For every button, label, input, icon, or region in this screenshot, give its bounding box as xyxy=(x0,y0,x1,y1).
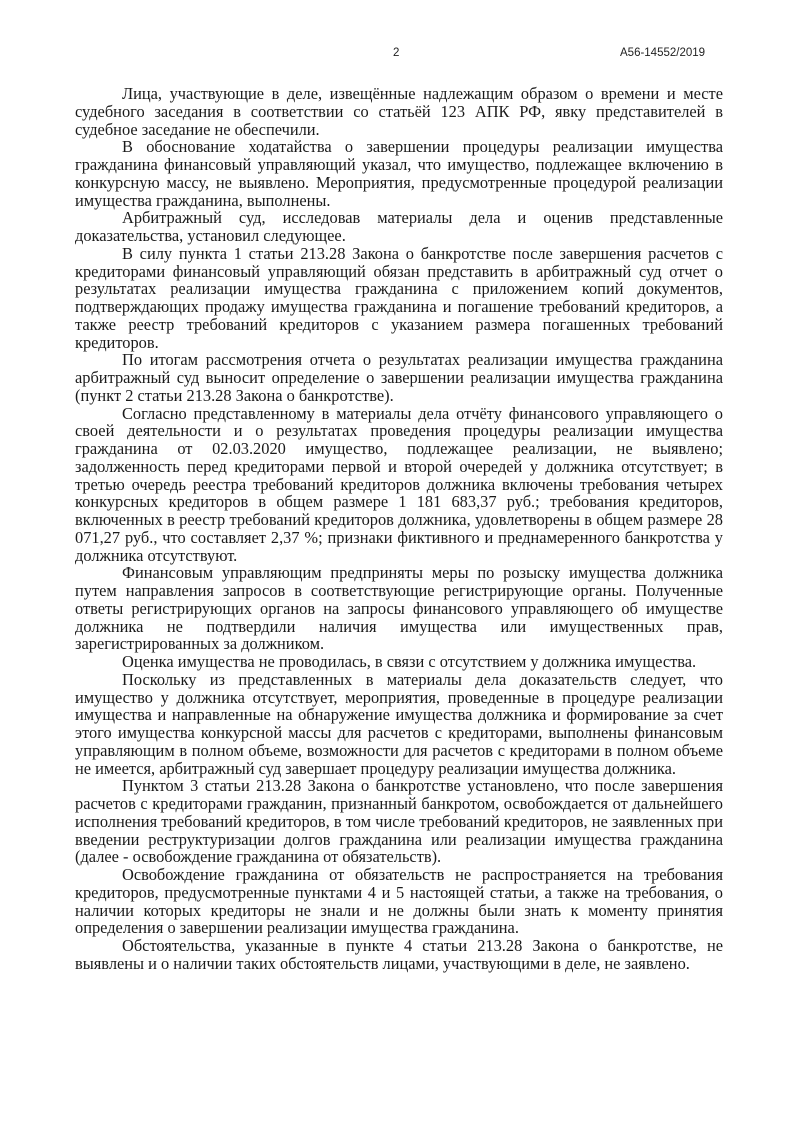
paragraph-property-search: Финансовым управляющим предприняты меры по розыску имущества должника путем направления запросов в соответствующие регистрирующие органы. Полученные ответы регистрирующих органов на запросы финансового управляющего об имуществе должника не подтвердили наличия имущества или имущественных прав, зарегистрированных за должником. xyxy=(75,563,723,654)
page-header xyxy=(0,47,800,63)
paragraph-article-213-28-p1: В силу пункта 1 статьи 213.28 Закона о банкротстве после завершения расчетов с кредиторами финансовый управляющий обязан представить в арбитражный суд отчет о результатах реализации имущества гражданина с приложением копий документов, подтверждающих продажу имущества гражданина и погашение требований кредиторов, а также реестр требований кредиторов с указанием размера погашенных требований кредиторов. xyxy=(75,243,723,352)
paragraph-manager-report: Согласно представленному в материалы дела отчёту финансового управляющего о своей деятельности и о результатах проведения процедуры реализации имущества гражданина от 02.03.2020 имущество, подлежащее реализации, не выявлено; задолженность перед кредиторами первой и второй очередей у должника отсутствует; в третью очередь реестра требований кредиторов должника включены требования четырех конкурсных кредиторов в общем размере 1 181 683,37 руб.; требования кредиторов, включенных в реестр требований кредиторов должника, удовлетворены в общем размере 28 071,27 руб., что составляет 2,37 %; признаки фиктивного и преднамеренного банкротства у должника отсутствуют. xyxy=(75,403,723,565)
paragraph-procedure-completion: Поскольку из представленных в материалы дела доказательств следует, что имущество у должника отсутствует, мероприятия, проведенные в процедуре реализации имущества и направленные на обнаружение имущества должника и формирование за счет этого имущества конкурсной массы для расчетов с кредиторами, выполнены финансовым управляющим в полном объеме, возможности для расчетов с кредиторами в полном объеме не имеется, арбитражный суд завершает процедуру реализации имущества должника. xyxy=(75,669,723,778)
case-number: А56-14552/2019 xyxy=(620,47,706,59)
paragraph-release-exceptions: Освобождение гражданина от обязательств не распространяется на требования кредиторов, предусмотренные пунктами 4 и 5 настоящей статьи, а также на требования, о наличии которых кредиторы не знали и не должны были знать к моменту принятия определения о завершении реализации имущества гражданина. xyxy=(75,865,723,938)
paragraph-article-213-28-p3: Пунктом 3 статьи 213.28 Закона о банкротстве установлено, что после завершения расчетов с кредиторами гражданин, признанный банкротом, освобождается от дальнейшего исполнения требований кредиторов, в том числе требований кредиторов, не заявленных при введении реструктуризации долгов гражданина или реализации имущества гражданина (далее - освобождение гражданина от обязательств). xyxy=(75,776,723,867)
paragraph-parties-absent: Лица, участвующие в деле, извещённые надлежащим образом о времени и месте судебного заседания в соответствии со статьёй 123 АПК РФ, явку представителей в судебное заседание не обеспечили. xyxy=(75,84,723,139)
page-number: 2 xyxy=(393,47,400,59)
paragraph-motion-grounds: В обоснование ходатайства о завершении процедуры реализации имущества гражданина финансовый управляющий указал, что имущество, подлежащее включению в конкурсную массу, не выявлено. Мероприятия, предусмотренные процедурой реализации имущества гражданина, выполнены. xyxy=(75,137,723,210)
paragraph-court-established: Арбитражный суд, исследовав материалы дела и оценив представленные доказательства, установил следующее. xyxy=(75,208,723,245)
paragraph-no-valuation: Оценка имущества не проводилась, в связи с отсутствием у должника имущества. xyxy=(122,652,697,671)
paragraph-circumstances-p4: Обстоятельства, указанные в пункте 4 статьи 213.28 Закона о банкротстве, не выявлены и о наличии таких обстоятельств лицами, участвующими в деле, не заявлено. xyxy=(75,936,723,973)
paragraph-article-213-28-p2: По итогам рассмотрения отчета о результатах реализации имущества гражданина арбитражный суд выносит определение о завершении реализации имущества гражданина (пункт 2 статьи 213.28 Закона о банкротстве). xyxy=(75,350,723,405)
document-body xyxy=(75,85,723,973)
